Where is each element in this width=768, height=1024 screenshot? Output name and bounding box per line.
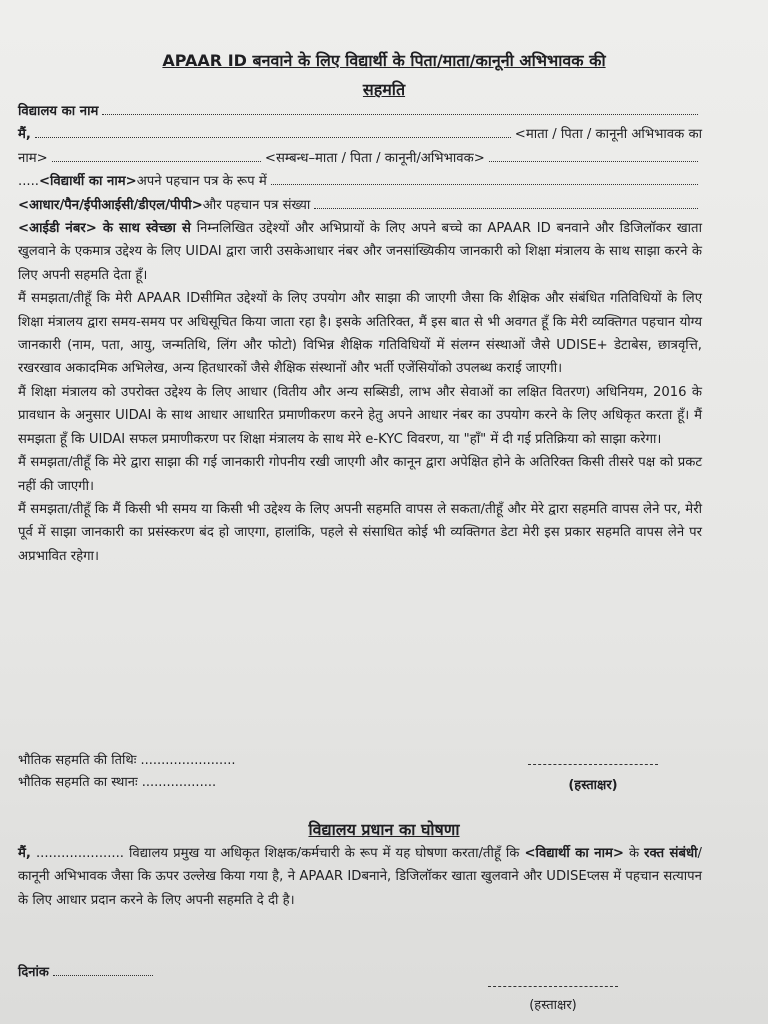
- school-name-row: [18, 100, 702, 123]
- p1-rest: निम्नलिखित उद्देश्यों और अभिप्रायों के लिए अपने बच्चे का APAAR ID बनवाने और डिजिलॉकर खाता खुलवाने के एकमात्र उद्देश्य के लिए UIDAI द्वारा जारी उसकेआधार नंबर और जनसांख्यिकीय जानकारी को शिक्षा मंत्रालय के साथ साझा करने के लिए अपनी सहमति देता हूँ।: [18, 221, 702, 283]
- id-proof-blank[interactable]: [271, 172, 698, 185]
- parent-signature: [528, 750, 658, 793]
- consent-date-label: भौतिक सहमति की तिथिः: [18, 753, 137, 768]
- relation-blank[interactable]: [489, 149, 698, 162]
- paragraph-1: [18, 217, 702, 287]
- declaration-name-blank[interactable]: .....................: [35, 846, 129, 861]
- declaration-text-before: विद्यालय प्रमुख या अधिकृत शिक्षक/कर्मचारी के रूप में यह घोषणा करता/तीहूँ कि: [129, 846, 520, 861]
- form-title-line1: APAAR ID बनवाने के लिए विद्यार्थी के पिता/माता/कानूनी अभिभावक की: [162, 51, 606, 70]
- relation-label: <सम्बन्ध–माता / पिता / कानूनी/अभिभावक>: [264, 150, 485, 166]
- form-body: [18, 100, 702, 568]
- declaration-relation: रक्त संबंधी: [644, 846, 698, 861]
- principal-signature: [488, 980, 618, 1013]
- declaration-student-name: <विद्यार्थी का नाम>: [524, 846, 624, 861]
- id-proof-label: अपने पहचान पत्र के रूप में: [136, 174, 267, 190]
- declaration-date-blank[interactable]: [53, 963, 153, 976]
- declaration-text: [18, 842, 702, 912]
- consent-place-blank[interactable]: ..................: [137, 775, 217, 790]
- consent-place-label: भौतिक सहमति का स्थानः: [18, 775, 138, 790]
- name-relation-row: [18, 147, 702, 170]
- declaration-text-mid: के: [628, 846, 640, 861]
- name-blank[interactable]: [52, 149, 261, 162]
- guardian-row: [18, 123, 702, 146]
- id-type-row: [18, 194, 702, 217]
- principal-signature-line[interactable]: [488, 980, 618, 987]
- guardian-label: <माता / पिता / कानूनी अभिभावक का: [514, 127, 702, 143]
- form-title-line2: सहमति: [362, 80, 406, 99]
- consent-signature-block: [18, 750, 718, 794]
- student-name-prefix: .....: [18, 174, 39, 190]
- principal-signature-label: (हस्ताक्षर): [529, 998, 577, 1013]
- declaration-text-after: /कानूनी अभिभावक जैसा कि ऊपर उल्लेख किया गया है, ने APAAR IDबनाने, डिजिलॉकर खाता खुलवाने और UDISEप्लस में पहचान सत्यापन के लिए आधार प्रदान करने के लिए अपनी सहमति दे दी है।: [18, 846, 702, 908]
- declaration-title: विद्यालय प्रधान का घोषणा: [308, 820, 460, 839]
- id-number-blank[interactable]: [314, 196, 698, 209]
- student-row: [18, 170, 702, 193]
- paragraph-5: मैं समझता/तीहूँ कि मैं किसी भी समय या किसी भी उद्देश्य के लिए अपनी सहमति वापस ले सकता/तीहूँ और मेरे द्वारा सहमति वापस लेने पर, मेरी पूर्व में साझा जानकारी का प्रसंस्करण बंद हो जाएगा, हालांकि, पहले से संसाधित कोई भी व्यक्तिगत डेटा मेरी इस प्रकार सहमति वापस लेने पर अप्रभावित रहेगा।: [18, 501, 702, 564]
- id-number-label: और पहचान पत्र संख्या: [202, 197, 311, 213]
- consent-date-blank[interactable]: .......................: [136, 753, 236, 768]
- guardian-name-blank[interactable]: [35, 125, 511, 138]
- school-name-blank[interactable]: [102, 102, 698, 115]
- declaration-intro: मैं,: [18, 846, 31, 861]
- parent-signature-line[interactable]: [528, 750, 658, 765]
- parent-signature-label: (हस्ताक्षर): [568, 778, 618, 793]
- school-name-label: विद्यालय का नाम: [18, 104, 99, 119]
- form-title: [20, 46, 748, 104]
- student-name-label: <विद्यार्थी का नाम>: [38, 174, 137, 190]
- i-label: मैं,: [18, 127, 31, 143]
- name-label: नाम>: [18, 150, 48, 166]
- paragraph-2: मैं समझता/तीहूँ कि मेरी APAAR IDसीमित उद्देश्यों के लिए उपयोग और साझा की जाएगी जैसा कि शैक्षिक और संबंधित गतिविधियों के लिए शिक्षा मंत्रालय द्वारा समय-समय पर अधिसूचित किया जाता रहा है। इसके अतिरिक्त, मैं इस बात से भी अवगत हूँ कि मेरी व्यक्तिगत पहचान योग्य जानकारी (नाम, पता, आयु, जन्मतिथि, लिंग और फोटो) विभिन्न शैक्षिक गतिविधियों में संलग्न संस्थाओं जैसे UDISE+ डेटाबेस, छात्रवृत्ति, रखरखाव अकादमिक अभिलेख, अन्य हितधारकों जैसे शैक्षिक संस्थानों और भर्ती एजेंसियोंको उपलब्ध कराई जाएगी।: [18, 291, 702, 377]
- declaration-date-label: दिनांक: [18, 965, 49, 980]
- p1-bold: <आईडी नंबर> के साथ स्वेच्छा से: [18, 221, 191, 237]
- declaration-date-row: [18, 962, 153, 980]
- paragraph-4: मैं समझता/तीहूँ कि मेरे द्वारा साझा की गई जानकारी गोपनीय रखी जाएगी और कानून द्वारा अपेक्षित होने के अतिरिक्त किसी तीसरे पक्ष को प्रकट नहीं की जाएगी।: [18, 455, 702, 494]
- paragraph-3: मैं शिक्षा मंत्रालय को उपरोक्त उद्देश्य के लिए आधार (वितीय और अन्य सब्सिडी, लाभ और सेवाओं का लक्षित वितरण) अधिनियम, 2016 के प्रावधान के अनुसार UIDAI के साथ आधार आधारित प्रमाणीकरण करने हेतु अपने आधार नंबर का उपयोग करने के लिए अधिकृत करता हूँ। मैं समझता हूँ कि UIDAI सफल प्रमाणीकरण पर शिक्षा मंत्रालय के साथ मेरे e-KYC विवरण, या "हाँ" में दी गई प्रतिक्रिया को साझा करेगा।: [18, 384, 702, 447]
- id-types: <आधार/पैन/ईपीआईसी/डीएल/पीपी>: [18, 197, 203, 213]
